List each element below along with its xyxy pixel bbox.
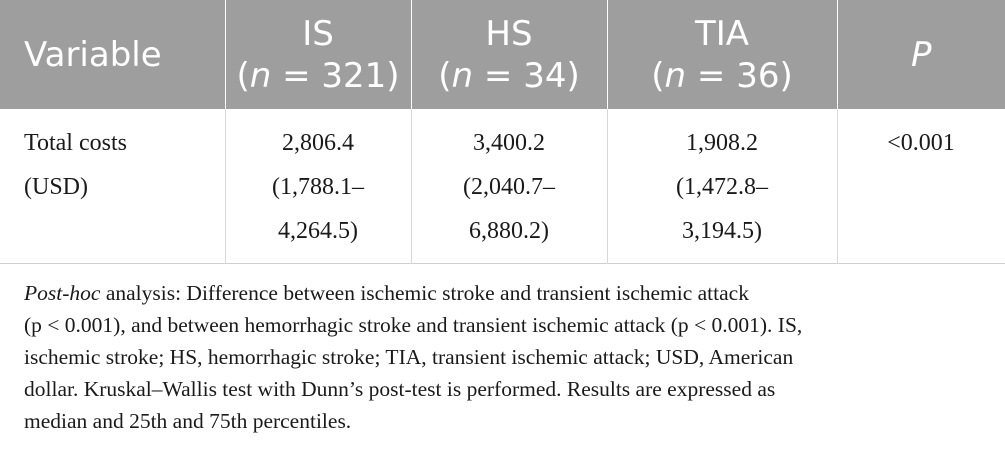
cell-variable-line2: (USD) [24, 174, 88, 200]
cell-hs [411, 109, 607, 264]
header-tia-count-open: ( [651, 55, 665, 96]
cell-tia [607, 109, 837, 264]
header-hs-count-value: = 34) [473, 55, 580, 96]
header-tia-count-value: = 36) [686, 55, 793, 96]
header-is-count-n: n [249, 55, 272, 96]
header-tia-count-n: n [664, 55, 687, 96]
footnote-line1 [24, 277, 984, 309]
cell-tia-median: 1,908.2 [686, 130, 758, 156]
header-is-count [226, 55, 411, 97]
header-tia-name: TIA [694, 13, 750, 54]
cell-is-range-start: (1,788.1– [272, 174, 364, 200]
header-tia [607, 0, 837, 109]
cell-hs-median: 3,400.2 [473, 130, 545, 156]
footnote-line5: median and 25th and 75th percentiles. [24, 409, 352, 433]
header-row [0, 0, 1005, 109]
header-tia-count [608, 55, 837, 97]
cell-variable-line1: Total costs [24, 130, 127, 156]
cell-is-median: 2,806.4 [282, 130, 354, 156]
header-hs-count [412, 55, 607, 97]
cell-hs-range-end: 6,880.2) [469, 218, 549, 244]
header-is [225, 0, 411, 109]
footnote-line1-text: analysis: Difference between ischemic stroke and transient ischemic attack [100, 281, 749, 305]
cell-tia-range-end: 3,194.5) [682, 218, 762, 244]
cell-is-range-end: 4,264.5) [278, 218, 358, 244]
footnote-line2: (p < 0.001), and between hemorrhagic stroke and transient ischemic attack (p < 0.001). IS, [24, 313, 803, 337]
table-footnote [24, 277, 984, 437]
cell-variable [0, 109, 225, 264]
header-p [837, 0, 1005, 109]
footnote-posthoc: Post-hoc [24, 281, 101, 305]
header-is-count-value: = 321) [271, 55, 400, 96]
header-variable [0, 0, 225, 109]
footnote-line3: ischemic stroke; HS, hemorrhagic stroke; TIA, transient ischemic attack; USD, American [24, 345, 794, 369]
table-header [0, 0, 1005, 109]
header-variable-label: Variable [24, 34, 162, 75]
table-body [0, 109, 1005, 264]
cell-tia-range-start: (1,472.8– [676, 174, 768, 200]
cell-hs-range-start: (2,040.7– [463, 174, 555, 200]
cell-p [837, 109, 1005, 264]
header-hs-name: HS [485, 13, 533, 54]
cell-is [225, 109, 411, 264]
footnote-line4: dollar. Kruskal–Wallis test with Dunn’s post-test is performed. Results are expressed as [24, 377, 776, 401]
header-hs-count-n: n [451, 55, 474, 96]
header-is-count-open: ( [236, 55, 250, 96]
header-p-label: P [910, 34, 932, 75]
header-is-name: IS [302, 13, 334, 54]
cell-p-value: <0.001 [887, 130, 955, 156]
header-hs-count-open: ( [438, 55, 452, 96]
table-row [0, 109, 1005, 264]
header-hs [411, 0, 607, 109]
